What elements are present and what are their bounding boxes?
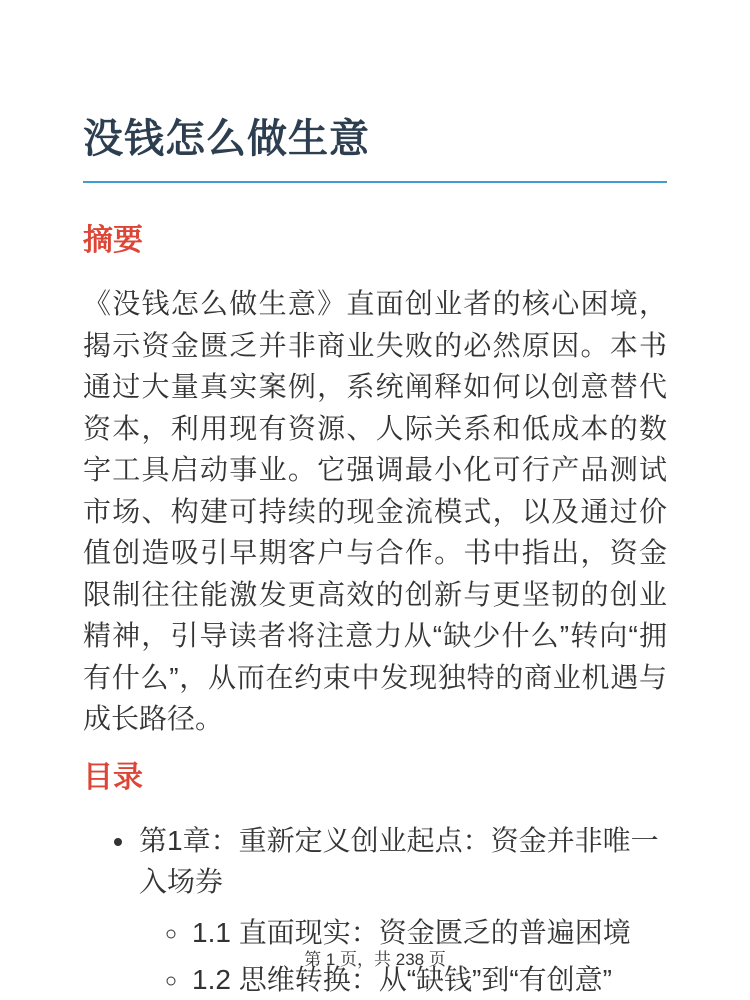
toc-list <box>83 820 667 1000</box>
page-title: 没钱怎么做生意 <box>83 115 667 183</box>
toc-section-title: 1.2 思维转换：从“缺钱”到“有创意” <box>192 964 613 995</box>
toc-section-item <box>190 912 667 954</box>
toc-chapter-item <box>137 820 667 1000</box>
abstract-paragraph: 《没钱怎么做生意》直面创业者的核心困境，揭示资金匮乏并非商业失败的必然原因。本书通过大量真实案例，系统阐释如何以创意替代资本，利用现有资源、人际关系和低成本的数字工具启动事业。它强调最小化可行产品测试市场、构建可持续的现金流模式，以及通过价值创造吸引早期客户与合作。书中指出，资金限制往往能激发更高效的创新与更坚韧的创业精神，引导读者将注意力从“缺少什么”转向“拥有什么”，从而在约束中发现独特的商业机遇与成长路径。 <box>83 288 667 734</box>
toc-chapter-title: 第1章：重新定义创业起点：资金并非唯一入场券 <box>139 824 659 897</box>
toc-heading: 目录 <box>83 760 143 794</box>
toc-section-title: 1.1 直面现实：资金匮乏的普遍困境 <box>192 916 631 948</box>
abstract-heading: 摘要 <box>83 224 143 257</box>
page-number-footer: 第 1 页，共 238 页 <box>304 950 446 969</box>
document-content <box>0 115 750 1000</box>
